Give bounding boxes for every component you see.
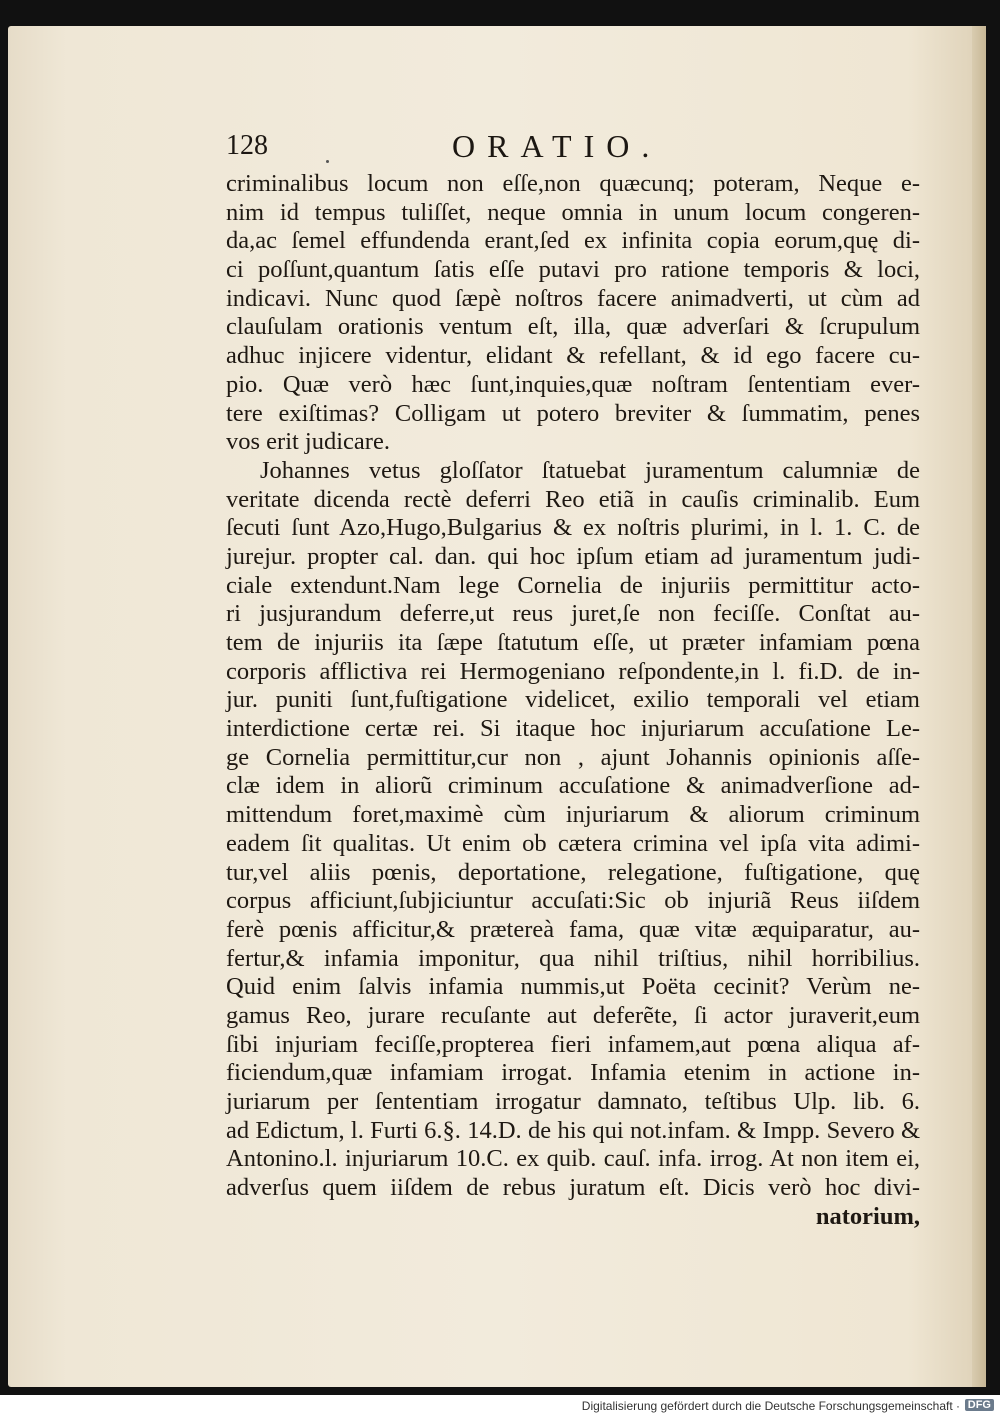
footer-bar	[0, 1395, 1000, 1419]
text-line: ſibi injuriam feciſſe,propterea fieri infamem,aut pœna aliqua af-	[226, 1030, 920, 1058]
text-line: veritate dicenda rectè deferri Reo etiã in cauſis criminalib. Eum	[226, 485, 920, 513]
text-line: pio. Quæ verò hæc ſunt,inquies,quæ noſtram ſententiam ever-	[226, 370, 920, 398]
text-line: ci poſſunt,quantum ſatis eſſe putavi pro ratione temporis & loci,	[226, 256, 920, 284]
text-line: jur. puniti ſunt,fuſtigatione videlicet, exilio temporali vel etiam	[226, 686, 920, 714]
text-line: ciale extendunt.Nam lege Cornelia de injuriis permittitur acto-	[226, 571, 920, 599]
text-line: Johannes vetus gloſſator ſtatuebat juramentum calumniæ de	[260, 456, 920, 484]
body-text	[226, 170, 920, 1231]
text-line: adverſus quem iiſdem de rebus juratum eſt. Dicis verò hoc divi-	[226, 1174, 920, 1202]
text-line: da,ac ſemel effundenda erant,ſed ex infinita copia eorum,quę di-	[226, 227, 920, 255]
text-line: tere exiſtimas? Colligam ut potero breviter & ſummatim, penes	[226, 399, 920, 427]
running-title: ORATIO.	[452, 128, 662, 164]
text-line: ri jusjurandum deferre,ut reus juret,ſe non feciſſe. Conſtat au-	[226, 600, 920, 628]
text-line: Antonino.l. injuriarum 10.C. ex quib. cauſ. infa. irrog. At non item ei,	[226, 1145, 920, 1173]
text-line: criminalibus locum non eſſe,non quæcunq; poteram, Neque e-	[226, 170, 920, 197]
text-line: ficiendum,quæ infamiam irrogat. Infamia etenim in actione in-	[226, 1059, 920, 1087]
text-line: adhuc injicere videntur, elidant & refellant, & id ego facere cu-	[226, 342, 920, 370]
text-line: indicavi. Nunc quod ſæpè noſtros facere animadverti, ut cùm ad	[226, 284, 920, 312]
text-line: ferè pœnis afficitur,& prætereà fama, quæ vitæ æquiparatur, au-	[226, 915, 920, 943]
text-line: ge Cornelia permittitur,cur non , ajunt Johannis opinionis aſſe-	[226, 743, 920, 771]
text-line: eadem ſit qualitas. Ut enim ob cætera crimina vel ipſa vita adimi-	[226, 829, 920, 857]
page-edge	[972, 26, 986, 1387]
text-line: interdictione certæ rei. Si itaque hoc injuriarum accuſatione Le-	[226, 715, 920, 743]
page-header	[222, 124, 922, 168]
text-line: corporis afflictiva rei Hermogeniano reſpondente,in l. fi.D. de in-	[226, 657, 920, 685]
text-line: ad Edictum, l. Furti 6.§. 14.D. de his qui not.infam. & Impp. Severo &	[226, 1116, 920, 1144]
text-line: nim id tempus tuliſſet, neque omnia in unum locum congeren-	[226, 198, 920, 226]
text-line: gamus Reo, jurare recuſante aut deferẽte, ſi actor juraverit,eum	[226, 1001, 920, 1029]
funding-credit: Digitalisierung gefördert durch die Deutsche Forschungsgemeinschaft ·	[581, 1399, 960, 1413]
text-line: fertur,& infamia imponitur, qua nihil triſtius, nihil horribilius.	[226, 944, 920, 972]
text-line: tem de injuriis ita ſæpe ſtatutum eſſe, ut præter infamiam pœna	[226, 629, 920, 656]
text-line: jurejur. propter cal. dan. qui hoc ipſum etiam ad juramentum judi-	[226, 542, 920, 570]
text-line: Quid enim ſalvis infamia nummis,ut Poëta cecinit? Verùm ne-	[226, 973, 920, 1001]
text-line: juriarum per ſententiam irrogatur damnato, teſtibus Ulp. lib. 6.	[226, 1088, 920, 1115]
text-line: vos erit judicare.	[226, 428, 390, 456]
page-number: 128	[226, 130, 268, 161]
text-line: corpus afficiunt,ſubjiciuntur accuſati:Sic ob injuriã Reus iiſdem	[226, 887, 920, 915]
text-line: ſecuti ſunt Azo,Hugo,Bulgarius & ex noſtris plurimi, in l. 1. C. de	[226, 514, 920, 542]
text-line: mittendum foret,maximè cùm injuriarum & aliorum criminum	[226, 801, 920, 829]
text-line: tur,vel aliis pœnis, deportatione, relegatione, fuſtigatione, quę	[226, 858, 920, 886]
catchword: natorium,	[815, 1202, 920, 1230]
text-line: clæ idem in aliorũ criminum accuſatione & animadverſione ad-	[226, 772, 920, 800]
dfg-logo: DFG	[965, 1399, 994, 1411]
text-line: clauſulam orationis ventum eſt, illa, quæ adverſari & ſcrupulum	[226, 313, 920, 341]
